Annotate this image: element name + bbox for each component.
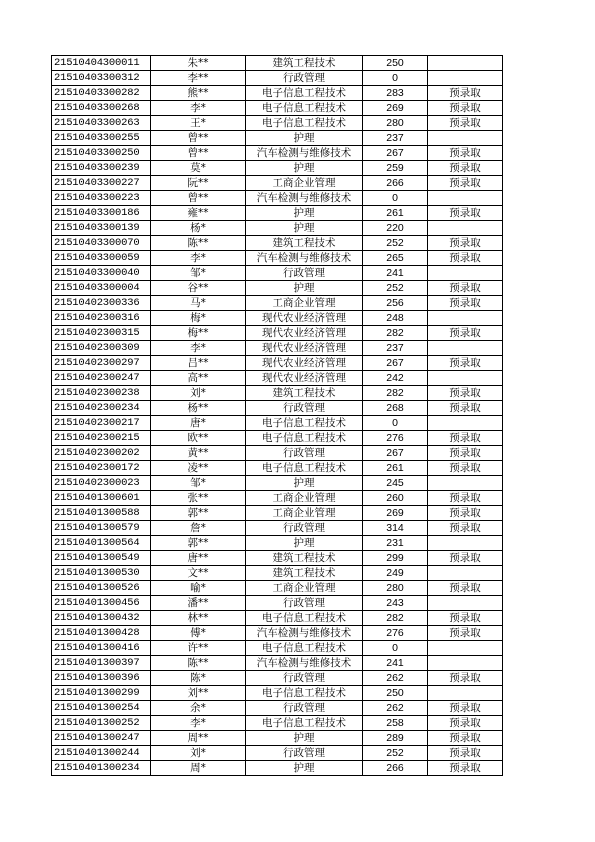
major-cell: 电子信息工程技术 <box>246 686 363 701</box>
table-row <box>52 491 503 506</box>
score-cell: 282 <box>363 611 428 626</box>
student-name-cell: 李* <box>151 101 246 116</box>
exam-number-cell: 21510402300336 <box>52 296 151 311</box>
major-cell: 工商企业管理 <box>246 581 363 596</box>
student-name-cell: 凌** <box>151 461 246 476</box>
score-cell: 0 <box>363 416 428 431</box>
score-cell: 261 <box>363 206 428 221</box>
exam-number-cell: 21510401300234 <box>52 761 151 776</box>
student-name-cell: 郭** <box>151 506 246 521</box>
table-row <box>52 221 503 236</box>
admission-status-cell: 预录取 <box>428 161 503 176</box>
admission-status-cell <box>428 131 503 146</box>
student-name-cell: 邹* <box>151 476 246 491</box>
major-cell: 建筑工程技术 <box>246 566 363 581</box>
score-cell: 241 <box>363 266 428 281</box>
table-row <box>52 731 503 746</box>
exam-number-cell: 21510403300312 <box>52 71 151 86</box>
student-name-cell: 李** <box>151 71 246 86</box>
exam-number-cell: 21510403300139 <box>52 221 151 236</box>
student-name-cell: 张** <box>151 491 246 506</box>
exam-number-cell: 21510404300011 <box>52 56 151 71</box>
score-cell: 220 <box>363 221 428 236</box>
table-row <box>52 281 503 296</box>
admission-status-cell <box>428 311 503 326</box>
exam-number-cell: 21510401300601 <box>52 491 151 506</box>
student-name-cell: 陈* <box>151 671 246 686</box>
admission-status-cell <box>428 686 503 701</box>
table-row <box>52 146 503 161</box>
exam-number-cell: 21510403300250 <box>52 146 151 161</box>
major-cell: 护理 <box>246 536 363 551</box>
score-cell: 258 <box>363 716 428 731</box>
score-cell: 250 <box>363 686 428 701</box>
student-name-cell: 曾** <box>151 191 246 206</box>
table-row <box>52 116 503 131</box>
student-name-cell: 高** <box>151 371 246 386</box>
major-cell: 电子信息工程技术 <box>246 461 363 476</box>
major-cell: 工商企业管理 <box>246 296 363 311</box>
score-cell: 265 <box>363 251 428 266</box>
table-row <box>52 386 503 401</box>
major-cell: 护理 <box>246 731 363 746</box>
major-cell: 现代农业经济管理 <box>246 326 363 341</box>
student-name-cell: 余* <box>151 701 246 716</box>
exam-number-cell: 21510401300549 <box>52 551 151 566</box>
major-cell: 护理 <box>246 476 363 491</box>
exam-number-cell: 21510402300217 <box>52 416 151 431</box>
score-cell: 259 <box>363 161 428 176</box>
admission-status-cell: 预录取 <box>428 146 503 161</box>
table-row <box>52 746 503 761</box>
student-name-cell: 邹* <box>151 266 246 281</box>
score-cell: 269 <box>363 101 428 116</box>
exam-number-cell: 21510403300268 <box>52 101 151 116</box>
major-cell: 现代农业经济管理 <box>246 371 363 386</box>
table-row <box>52 356 503 371</box>
major-cell: 行政管理 <box>246 521 363 536</box>
score-cell: 249 <box>363 566 428 581</box>
exam-number-cell: 21510401300428 <box>52 626 151 641</box>
admission-status-cell: 预录取 <box>428 326 503 341</box>
major-cell: 建筑工程技术 <box>246 236 363 251</box>
major-cell: 护理 <box>246 761 363 776</box>
major-cell: 工商企业管理 <box>246 491 363 506</box>
major-cell: 行政管理 <box>246 266 363 281</box>
score-cell: 314 <box>363 521 428 536</box>
major-cell: 建筑工程技术 <box>246 56 363 71</box>
admission-status-cell: 预录取 <box>428 101 503 116</box>
admission-status-cell: 预录取 <box>428 206 503 221</box>
exam-number-cell: 21510403300263 <box>52 116 151 131</box>
score-cell: 252 <box>363 236 428 251</box>
admission-status-cell <box>428 371 503 386</box>
student-name-cell: 杨* <box>151 221 246 236</box>
admission-status-cell: 预录取 <box>428 506 503 521</box>
major-cell: 汽车检测与维修技术 <box>246 146 363 161</box>
student-name-cell: 曾** <box>151 131 246 146</box>
exam-number-cell: 21510401300299 <box>52 686 151 701</box>
admission-status-cell: 预录取 <box>428 716 503 731</box>
major-cell: 护理 <box>246 281 363 296</box>
student-name-cell: 阮** <box>151 176 246 191</box>
student-name-cell: 林** <box>151 611 246 626</box>
student-name-cell: 陈** <box>151 656 246 671</box>
table-row <box>52 626 503 641</box>
score-cell: 248 <box>363 311 428 326</box>
exam-number-cell: 21510402300309 <box>52 341 151 356</box>
student-name-cell: 李* <box>151 251 246 266</box>
score-cell: 262 <box>363 671 428 686</box>
exam-number-cell: 21510403300282 <box>52 86 151 101</box>
table-row <box>52 101 503 116</box>
major-cell: 电子信息工程技术 <box>246 716 363 731</box>
table-row <box>52 461 503 476</box>
exam-number-cell: 21510403300223 <box>52 191 151 206</box>
major-cell: 行政管理 <box>246 596 363 611</box>
score-cell: 267 <box>363 446 428 461</box>
major-cell: 建筑工程技术 <box>246 386 363 401</box>
student-name-cell: 郭** <box>151 536 246 551</box>
student-name-cell: 李* <box>151 716 246 731</box>
table-row <box>52 371 503 386</box>
admission-status-cell: 预录取 <box>428 761 503 776</box>
major-cell: 现代农业经济管理 <box>246 311 363 326</box>
score-cell: 282 <box>363 326 428 341</box>
student-name-cell: 欧** <box>151 431 246 446</box>
table-row <box>52 641 503 656</box>
admission-status-cell <box>428 266 503 281</box>
score-cell: 266 <box>363 761 428 776</box>
major-cell: 电子信息工程技术 <box>246 641 363 656</box>
exam-number-cell: 21510401300526 <box>52 581 151 596</box>
exam-number-cell: 21510402300172 <box>52 461 151 476</box>
exam-number-cell: 21510401300396 <box>52 671 151 686</box>
table-row <box>52 596 503 611</box>
admission-status-cell <box>428 476 503 491</box>
major-cell: 护理 <box>246 161 363 176</box>
exam-number-cell: 21510401300579 <box>52 521 151 536</box>
score-cell: 252 <box>363 746 428 761</box>
admission-status-cell: 预录取 <box>428 611 503 626</box>
score-cell: 280 <box>363 116 428 131</box>
table-row <box>52 266 503 281</box>
table-row <box>52 176 503 191</box>
table-row <box>52 131 503 146</box>
major-cell: 工商企业管理 <box>246 176 363 191</box>
student-name-cell: 王* <box>151 116 246 131</box>
major-cell: 行政管理 <box>246 671 363 686</box>
student-name-cell: 周* <box>151 761 246 776</box>
admission-status-cell: 预录取 <box>428 671 503 686</box>
score-cell: 262 <box>363 701 428 716</box>
table-row <box>52 686 503 701</box>
major-cell: 汽车检测与维修技术 <box>246 191 363 206</box>
student-name-cell: 潘** <box>151 596 246 611</box>
admission-status-cell: 预录取 <box>428 251 503 266</box>
student-name-cell: 刘* <box>151 386 246 401</box>
major-cell: 护理 <box>246 206 363 221</box>
exam-number-cell: 21510401300456 <box>52 596 151 611</box>
admission-status-cell: 预录取 <box>428 731 503 746</box>
table-row <box>52 56 503 71</box>
major-cell: 电子信息工程技术 <box>246 611 363 626</box>
student-name-cell: 梅** <box>151 326 246 341</box>
admission-status-cell: 预录取 <box>428 581 503 596</box>
student-name-cell: 陈** <box>151 236 246 251</box>
exam-number-cell: 21510403300059 <box>52 251 151 266</box>
score-cell: 269 <box>363 506 428 521</box>
exam-number-cell: 21510402300215 <box>52 431 151 446</box>
exam-number-cell: 21510402300315 <box>52 326 151 341</box>
table-row <box>52 86 503 101</box>
exam-number-cell: 21510402300234 <box>52 401 151 416</box>
score-cell: 256 <box>363 296 428 311</box>
table-row <box>52 296 503 311</box>
student-name-cell: 李* <box>151 341 246 356</box>
table-row <box>52 656 503 671</box>
student-name-cell: 曾** <box>151 146 246 161</box>
student-name-cell: 周** <box>151 731 246 746</box>
table-row <box>52 341 503 356</box>
score-cell: 268 <box>363 401 428 416</box>
exam-number-cell: 21510401300244 <box>52 746 151 761</box>
exam-number-cell: 21510403300186 <box>52 206 151 221</box>
student-name-cell: 马* <box>151 296 246 311</box>
admission-status-cell: 预录取 <box>428 86 503 101</box>
score-cell: 231 <box>363 536 428 551</box>
admission-table-body <box>52 56 503 776</box>
student-name-cell: 刘* <box>151 746 246 761</box>
student-name-cell: 莫* <box>151 161 246 176</box>
major-cell: 建筑工程技术 <box>246 551 363 566</box>
student-name-cell: 熊** <box>151 86 246 101</box>
exam-number-cell: 21510403300227 <box>52 176 151 191</box>
admission-status-cell: 预录取 <box>428 386 503 401</box>
major-cell: 行政管理 <box>246 401 363 416</box>
table-row <box>52 701 503 716</box>
admission-status-cell <box>428 566 503 581</box>
exam-number-cell: 21510401300588 <box>52 506 151 521</box>
score-cell: 0 <box>363 71 428 86</box>
major-cell: 护理 <box>246 131 363 146</box>
table-row <box>52 206 503 221</box>
table-row <box>52 611 503 626</box>
admission-status-cell: 预录取 <box>428 176 503 191</box>
table-row <box>52 476 503 491</box>
student-name-cell: 雍** <box>151 206 246 221</box>
admission-status-cell: 预录取 <box>428 281 503 296</box>
admission-table <box>51 55 503 776</box>
exam-number-cell: 21510403300070 <box>52 236 151 251</box>
admission-status-cell <box>428 656 503 671</box>
exam-number-cell: 21510401300416 <box>52 641 151 656</box>
admission-status-cell: 预录取 <box>428 701 503 716</box>
exam-number-cell: 21510401300254 <box>52 701 151 716</box>
table-row <box>52 251 503 266</box>
admission-status-cell <box>428 221 503 236</box>
exam-number-cell: 21510403300040 <box>52 266 151 281</box>
score-cell: 283 <box>363 86 428 101</box>
score-cell: 276 <box>363 431 428 446</box>
table-row <box>52 416 503 431</box>
admission-status-cell <box>428 191 503 206</box>
admission-status-cell: 预录取 <box>428 356 503 371</box>
major-cell: 电子信息工程技术 <box>246 431 363 446</box>
score-cell: 289 <box>363 731 428 746</box>
student-name-cell: 詹* <box>151 521 246 536</box>
score-cell: 0 <box>363 641 428 656</box>
score-cell: 242 <box>363 371 428 386</box>
exam-number-cell: 21510403300004 <box>52 281 151 296</box>
score-cell: 261 <box>363 461 428 476</box>
student-name-cell: 唐** <box>151 551 246 566</box>
exam-number-cell: 21510403300255 <box>52 131 151 146</box>
admission-status-cell: 预录取 <box>428 401 503 416</box>
admission-status-cell: 预录取 <box>428 746 503 761</box>
major-cell: 行政管理 <box>246 446 363 461</box>
exam-number-cell: 21510402300238 <box>52 386 151 401</box>
admission-status-cell <box>428 56 503 71</box>
score-cell: 299 <box>363 551 428 566</box>
student-name-cell: 梅* <box>151 311 246 326</box>
admission-status-cell <box>428 596 503 611</box>
major-cell: 现代农业经济管理 <box>246 356 363 371</box>
table-row <box>52 581 503 596</box>
score-cell: 282 <box>363 386 428 401</box>
table-row <box>52 521 503 536</box>
major-cell: 汽车检测与维修技术 <box>246 626 363 641</box>
exam-number-cell: 21510402300316 <box>52 311 151 326</box>
student-name-cell: 杨** <box>151 401 246 416</box>
exam-number-cell: 21510401300247 <box>52 731 151 746</box>
table-row <box>52 401 503 416</box>
student-name-cell: 唐* <box>151 416 246 431</box>
major-cell: 电子信息工程技术 <box>246 101 363 116</box>
table-row <box>52 761 503 776</box>
student-name-cell: 刘** <box>151 686 246 701</box>
admission-status-cell: 预录取 <box>428 626 503 641</box>
table-row <box>52 566 503 581</box>
major-cell: 行政管理 <box>246 71 363 86</box>
major-cell: 电子信息工程技术 <box>246 86 363 101</box>
admission-status-cell <box>428 641 503 656</box>
exam-number-cell: 21510402300247 <box>52 371 151 386</box>
student-name-cell: 傅* <box>151 626 246 641</box>
major-cell: 行政管理 <box>246 746 363 761</box>
major-cell: 工商企业管理 <box>246 506 363 521</box>
student-name-cell: 朱** <box>151 56 246 71</box>
exam-number-cell: 21510402300202 <box>52 446 151 461</box>
student-name-cell: 黄** <box>151 446 246 461</box>
score-cell: 260 <box>363 491 428 506</box>
table-row <box>52 326 503 341</box>
exam-number-cell: 21510401300397 <box>52 656 151 671</box>
exam-number-cell: 21510401300252 <box>52 716 151 731</box>
score-cell: 267 <box>363 146 428 161</box>
score-cell: 252 <box>363 281 428 296</box>
major-cell: 汽车检测与维修技术 <box>246 251 363 266</box>
exam-number-cell: 21510402300297 <box>52 356 151 371</box>
admission-status-cell: 预录取 <box>428 296 503 311</box>
table-row <box>52 236 503 251</box>
student-name-cell: 文** <box>151 566 246 581</box>
score-cell: 237 <box>363 341 428 356</box>
student-name-cell: 许** <box>151 641 246 656</box>
admission-status-cell: 预录取 <box>428 116 503 131</box>
table-row <box>52 506 503 521</box>
table-row <box>52 191 503 206</box>
table-row <box>52 551 503 566</box>
major-cell: 护理 <box>246 221 363 236</box>
score-cell: 0 <box>363 191 428 206</box>
admission-status-cell: 预录取 <box>428 491 503 506</box>
admission-status-cell: 预录取 <box>428 521 503 536</box>
major-cell: 电子信息工程技术 <box>246 116 363 131</box>
score-cell: 243 <box>363 596 428 611</box>
score-cell: 276 <box>363 626 428 641</box>
admission-status-cell: 预录取 <box>428 446 503 461</box>
table-row <box>52 671 503 686</box>
table-row <box>52 716 503 731</box>
admission-status-cell <box>428 341 503 356</box>
score-cell: 241 <box>363 656 428 671</box>
score-cell: 266 <box>363 176 428 191</box>
student-name-cell: 谷** <box>151 281 246 296</box>
admission-status-cell: 预录取 <box>428 551 503 566</box>
admission-status-cell <box>428 536 503 551</box>
admission-status-cell: 预录取 <box>428 236 503 251</box>
major-cell: 电子信息工程技术 <box>246 416 363 431</box>
table-row <box>52 536 503 551</box>
score-cell: 250 <box>363 56 428 71</box>
major-cell: 行政管理 <box>246 701 363 716</box>
exam-number-cell: 21510401300432 <box>52 611 151 626</box>
exam-number-cell: 21510403300239 <box>52 161 151 176</box>
table-row <box>52 431 503 446</box>
table-row <box>52 446 503 461</box>
exam-number-cell: 21510402300023 <box>52 476 151 491</box>
score-cell: 267 <box>363 356 428 371</box>
student-name-cell: 喻* <box>151 581 246 596</box>
admission-status-cell: 预录取 <box>428 461 503 476</box>
table-row <box>52 161 503 176</box>
score-cell: 245 <box>363 476 428 491</box>
exam-number-cell: 21510401300564 <box>52 536 151 551</box>
table-row <box>52 311 503 326</box>
major-cell: 汽车检测与维修技术 <box>246 656 363 671</box>
admission-status-cell: 预录取 <box>428 431 503 446</box>
student-name-cell: 吕** <box>151 356 246 371</box>
exam-number-cell: 21510401300530 <box>52 566 151 581</box>
admission-status-cell <box>428 71 503 86</box>
major-cell: 现代农业经济管理 <box>246 341 363 356</box>
score-cell: 280 <box>363 581 428 596</box>
table-row <box>52 71 503 86</box>
admission-status-cell <box>428 416 503 431</box>
score-cell: 237 <box>363 131 428 146</box>
